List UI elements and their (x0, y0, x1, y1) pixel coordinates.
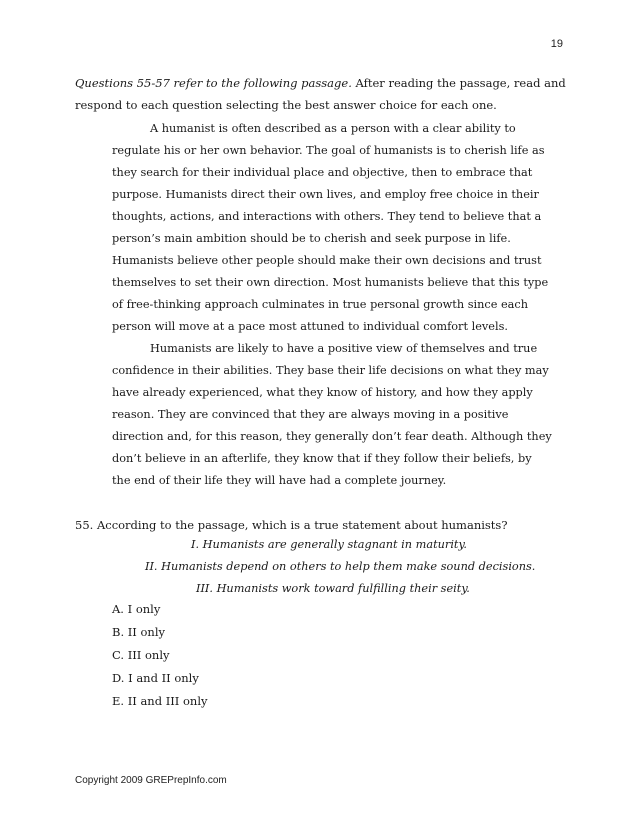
instruction-text: After reading the passage, read and respond to each question selecting the best answer choice for each one. (75, 76, 566, 112)
statement-i: I. Humanists are generally stagnant in maturity. (191, 538, 467, 551)
question-range-lead: Questions 55-57 refer to the following passage. (75, 76, 352, 90)
passage-paragraph-2: Humanists are likely to have a positive view of themselves and true confidence in their abilities. They base their life decisions on what they may have already experienced, what they know of history, and how they apply reason. They are convinced that they are always moving in a positive direction and, for this reason, they generally don’t fear death. Although they don’t believe in an afterlife, they know that if they follow their beliefs, by the end of their life they will have had a complete journey. (112, 342, 552, 487)
passage-instructions (75, 72, 575, 116)
choice-b[interactable]: B. II only (112, 625, 166, 639)
question-statements (75, 534, 575, 600)
question-prompt: 55. According to the passage, which is a true statement about humanists? (75, 518, 508, 532)
statement-ii: II. Humanists depend on others to help them make sound decisions. (145, 560, 536, 573)
passage-paragraph-1: A humanist is often described as a person with a clear ability to regulate his or her own behavior. The goal of humanists is to cherish life as they search for their individual place and objective, then to embrace that purpose. Humanists direct their own lives, and employ free choice in their thoughts, actions, and interactions with others. They tend to believe that a person’s main ambition should be to cherish and seek purpose in life. Humanists believe other people should make their own decisions and trust themselves to set their own direction. Most humanists believe that this type of free-thinking approach culminates in true personal growth since each person will move at a pace most attuned to individual comfort levels. (112, 122, 549, 333)
copyright-footer: Copyright 2009 GREPrepInfo.com (75, 775, 227, 786)
page-number: 19 (550, 38, 563, 50)
choice-d[interactable]: D. I and II only (112, 671, 199, 685)
choice-e[interactable]: E. II and III only (112, 694, 208, 708)
statement-iii: III. Humanists work toward fulfilling their seity. (196, 582, 470, 595)
choice-a[interactable]: A. I only (112, 602, 161, 616)
reading-passage (112, 118, 552, 492)
choice-c[interactable]: C. III only (112, 648, 170, 662)
answer-choices (112, 598, 412, 713)
